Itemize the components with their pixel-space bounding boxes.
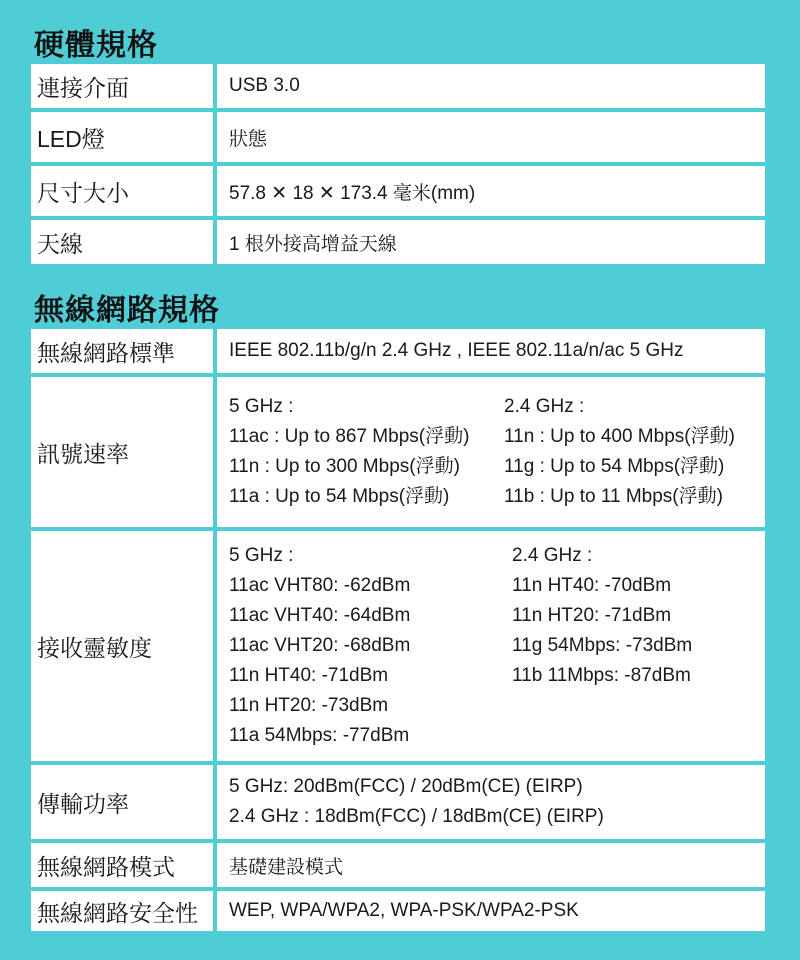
spec-row-dimensions bbox=[31, 166, 765, 216]
dimensions-label: 尺寸大小 bbox=[31, 166, 217, 216]
standard-value: IEEE 802.11b/g/n 2.4 GHz , IEEE 802.11a/n/ac 5 GHz bbox=[217, 329, 765, 373]
spec-row-sensitivity bbox=[31, 531, 765, 761]
signal-rate-5ghz-line: 11n : Up to 300 Mbps(浮動) bbox=[229, 456, 460, 477]
spec-row-standard bbox=[31, 329, 765, 373]
sensitivity-5ghz-line: 11ac VHT40: -64dBm bbox=[229, 605, 411, 626]
tx-power-value bbox=[217, 765, 765, 839]
signal-rate-5ghz-column bbox=[229, 392, 504, 512]
standard-label: 無線網路標準 bbox=[31, 329, 217, 373]
tx-power-label: 傳輸功率 bbox=[31, 765, 217, 839]
sensitivity-5ghz-line: 11n HT20: -73dBm bbox=[229, 695, 389, 716]
led-label: LED燈 bbox=[31, 112, 217, 162]
spec-row-security bbox=[31, 891, 765, 931]
mode-value: 基礎建設模式 bbox=[217, 843, 765, 887]
antenna-value: 1 根外接高增益天線 bbox=[217, 220, 765, 264]
spec-row-interface bbox=[31, 64, 765, 108]
sensitivity-24ghz-line: 11n HT20: -71dBm bbox=[512, 605, 672, 626]
tx-power-line: 5 GHz: 20dBm(FCC) / 20dBm(CE) (EIRP) bbox=[229, 776, 583, 797]
sensitivity-5ghz-line: 11ac VHT20: -68dBm bbox=[229, 635, 411, 656]
signal-rate-24ghz-line: 11n : Up to 400 Mbps(浮動) bbox=[504, 426, 735, 447]
signal-rate-value bbox=[217, 377, 765, 527]
spec-row-tx-power bbox=[31, 765, 765, 839]
led-value: 狀態 bbox=[217, 112, 765, 162]
security-value: WEP, WPA/WPA2, WPA-PSK/WPA2-PSK bbox=[217, 891, 765, 931]
signal-rate-24ghz-column bbox=[504, 392, 735, 512]
security-label: 無線網路安全性 bbox=[31, 891, 217, 931]
sensitivity-5ghz-column bbox=[229, 541, 512, 751]
antenna-label: 天線 bbox=[31, 220, 217, 264]
spec-row-antenna bbox=[31, 220, 765, 264]
signal-rate-24ghz-line: 2.4 GHz : bbox=[504, 396, 585, 417]
sensitivity-label: 接收靈敏度 bbox=[31, 531, 217, 761]
spec-row-signal-rate bbox=[31, 377, 765, 527]
hardware-spec-table bbox=[31, 60, 765, 268]
signal-rate-5ghz-line: 11a : Up to 54 Mbps(浮動) bbox=[229, 486, 450, 507]
tx-power-line: 2.4 GHz : 18dBm(FCC) / 18dBm(CE) (EIRP) bbox=[229, 806, 604, 827]
sensitivity-24ghz-line: 2.4 GHz : bbox=[512, 545, 593, 566]
signal-rate-label: 訊號速率 bbox=[31, 377, 217, 527]
sensitivity-24ghz-line: 11g 54Mbps: -73dBm bbox=[512, 635, 693, 656]
sensitivity-24ghz-line: 11n HT40: -70dBm bbox=[512, 575, 672, 596]
interface-value: USB 3.0 bbox=[217, 64, 765, 108]
sensitivity-24ghz-column bbox=[512, 541, 692, 691]
wireless-spec-table bbox=[31, 325, 765, 935]
spec-row-led bbox=[31, 112, 765, 162]
signal-rate-5ghz-line: 11ac : Up to 867 Mbps(浮動) bbox=[229, 426, 470, 447]
sensitivity-5ghz-line: 11ac VHT80: -62dBm bbox=[229, 575, 411, 596]
sensitivity-5ghz-line: 5 GHz : bbox=[229, 545, 294, 566]
interface-label: 連接介面 bbox=[31, 64, 217, 108]
hardware-section-title: 硬體規格 bbox=[34, 29, 158, 62]
sensitivity-24ghz-line: 11b 11Mbps: -87dBm bbox=[512, 665, 691, 686]
wireless-section-title: 無線網路規格 bbox=[34, 294, 220, 327]
sensitivity-value bbox=[217, 531, 765, 761]
signal-rate-24ghz-line: 11b : Up to 11 Mbps(浮動) bbox=[504, 486, 723, 507]
signal-rate-5ghz-line: 5 GHz : bbox=[229, 396, 294, 417]
spec-row-mode bbox=[31, 843, 765, 887]
sensitivity-5ghz-line: 11n HT40: -71dBm bbox=[229, 665, 389, 686]
sensitivity-5ghz-line: 11a 54Mbps: -77dBm bbox=[229, 725, 410, 746]
signal-rate-24ghz-line: 11g : Up to 54 Mbps(浮動) bbox=[504, 456, 725, 477]
mode-label: 無線網路模式 bbox=[31, 843, 217, 887]
dimensions-value: 57.8 ✕ 18 ✕ 173.4 毫米(mm) bbox=[217, 166, 765, 216]
